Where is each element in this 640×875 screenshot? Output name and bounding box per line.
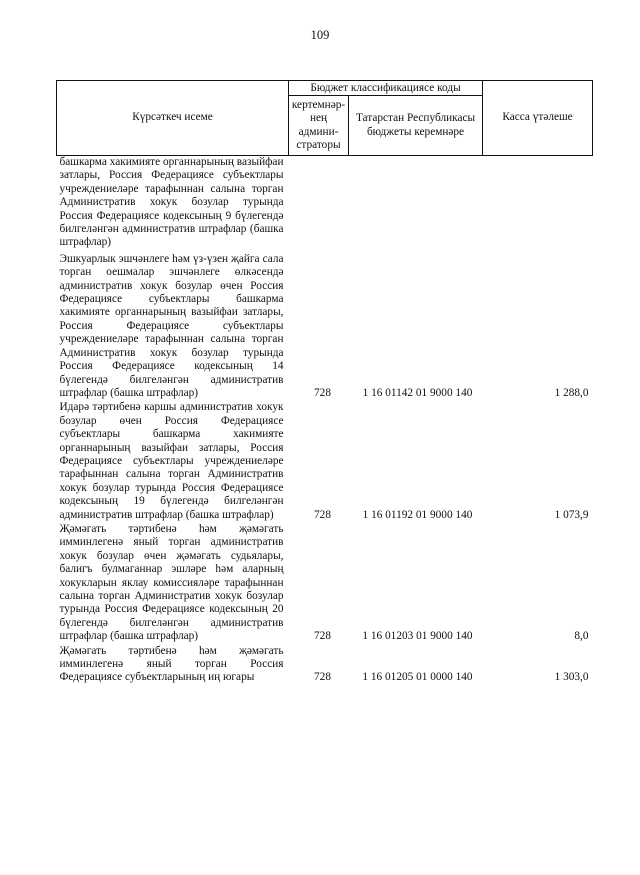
table-row (57, 523, 593, 645)
row-admin: 728 (314, 671, 331, 684)
page-number: 109 (310, 28, 330, 42)
row-amount: 1 073,9 (554, 508, 589, 521)
row-admin: 728 (314, 386, 331, 399)
row-admin (289, 156, 349, 251)
row-description: Җәмәгать тәртибенә һәм җәмәгать имминлегенә яный торган административ хокук бозулар өчен җәмәгать судьялары, балигъ булмаганнар эшләре һәм аларның хокукларын яклау комиссияләре тарафыннан салына торган Административ хокук бозулар турында Россия Федерациясе кодексының 20 бүлегендә билгеләнгән административ штрафлар (башка штрафлар) (59, 522, 284, 643)
row-code: 1 16 01142 01 9000 140 (362, 386, 473, 399)
row-description: Идарә тәртибенә каршы административ хокук бозулар өчен Россия Федерациясе субъектлары башкарма хакимияте органнарының вазыйфаи затлары, Россия Федерациясе субъектлары учреждениеләре тарафыннан салына торган Административ хокук бозулар турында Россия Федерациясе кодексының 19 бүлегендә билгеләнгән административ штрафлар (башка штрафлар) (59, 401, 284, 521)
row-code: 1 16 01192 01 9000 140 (362, 508, 473, 521)
row-code: 1 16 01203 01 9000 140 (362, 630, 473, 643)
cash-execution-header: Касса үтәлеше (483, 81, 593, 156)
budget-codes-header: Бюджет классификациясе коды (289, 81, 483, 96)
row-description: Эшкуарлык эшчәнлеге һәм үз-үзен җайга сала торган оешмалар эшчәнлеге өлкәсендә административ хокук бозулар өчен Россия Федерациясе субъектлары башкарма хакимияте органнарының вазыйфаи затлары, Россия Федерациясе субъектлары учреждениеләре тарафыннан салына торган Административ хокук бозулар турында Россия Федерациясе кодексының 14 бүлегендә билгеләнгән административ штрафлар (башка штрафлар) (59, 252, 284, 399)
table-row (57, 401, 593, 523)
row-admin: 728 (314, 630, 331, 643)
budget-table (56, 80, 593, 686)
row-description: башкарма хакимияте органнарының вазыйфаи затлары, Россия Федерациясе субъектлары учреждениеләре тарафыннан салына торган Административ хокук бозулар турында Россия Федерациясе кодексының 9 бүлегендә билгеләнгән административ штрафлар (башка штрафлар) (59, 156, 284, 249)
row-code: 1 16 01205 01 0000 140 (362, 671, 473, 684)
row-description: Җәмәгать тәртибенә һәм җәмәгать имминлегенә яный торган Россия Федерациясе субъектларының иң югары (59, 644, 284, 684)
row-amount: 1 303,0 (554, 671, 589, 684)
table-row (57, 645, 593, 686)
row-code (349, 156, 483, 251)
table-row (57, 251, 593, 401)
table-row (57, 156, 593, 251)
row-amount: 1 288,0 (554, 386, 589, 399)
row-admin: 728 (314, 508, 331, 521)
indicator-name-header: Күрсәткеч исеме (57, 81, 289, 156)
administrators-header: кертемнәр-нең админи-страторы (289, 96, 349, 156)
row-amount: 8,0 (574, 630, 589, 643)
tatarstan-revenues-header: Татарстан Республикасы бюджеты керемнәре (349, 96, 483, 156)
row-amount (483, 156, 593, 251)
